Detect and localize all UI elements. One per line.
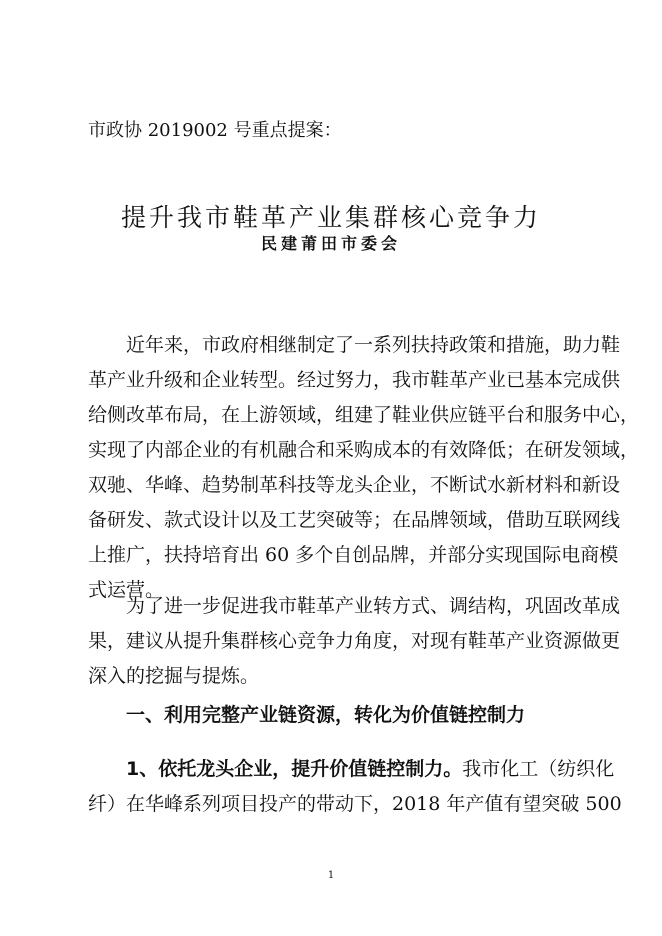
text-line: 备研发、款式设计以及工艺突破等；在品牌领域，借助互联网线: [88, 509, 621, 531]
text-line: 给侧改革布局，在上游领域，组建了鞋业供应链平台和服务中心，: [88, 404, 640, 426]
paragraph-item-1: [88, 752, 622, 822]
document-author: 民建莆田市委会: [260, 234, 401, 253]
text-line: 为了进一步促进我市鞋革产业转方式、调结构，巩固改革成: [126, 595, 621, 617]
page-number: 1: [327, 870, 335, 881]
item-lead: 1、依托龙头企业，提升价值链控制力。: [126, 758, 463, 780]
text-line: 果，建议从提升集群核心竞争力角度，对现有鞋革产业资源做更: [88, 630, 621, 652]
text-line: 纤）在华峰系列项目投产的带动下，2018 年产值有望突破 500: [88, 793, 622, 815]
text-line: 上推广，扶持培育出 60 多个自创品牌，并部分实现国际电商模: [88, 544, 619, 566]
document-title: 提升我市鞋革产业集群核心竞争力: [120, 203, 541, 232]
item-text: 我市化工（纺织化: [462, 758, 615, 780]
text-line: 近年来，市政府相继制定了一系列扶持政策和措施，助力鞋: [126, 334, 621, 356]
paragraph-suggestion: [88, 589, 621, 694]
text-line: 革产业升级和企业转型。经过努力，我市鞋革产业已基本完成供: [88, 369, 621, 391]
text-line: 双驰、华峰、趋势制革科技等龙头企业，不断试水新材料和新设: [88, 474, 621, 496]
text-line: 实现了内部企业的有机融合和采购成本的有效降低；在研发领域，: [88, 439, 640, 461]
proposal-reference: 市政协 2019002 号重点提案：: [88, 120, 342, 141]
text-line: 深入的挖掘与提炼。: [88, 665, 260, 687]
paragraph-intro: [88, 328, 640, 608]
text-line: [88, 752, 615, 787]
text-line: 式运营。: [88, 579, 165, 601]
section-heading: [88, 698, 579, 733]
heading-text: 一、利用完整产业链资源，转化为价值链控制力: [126, 704, 526, 726]
